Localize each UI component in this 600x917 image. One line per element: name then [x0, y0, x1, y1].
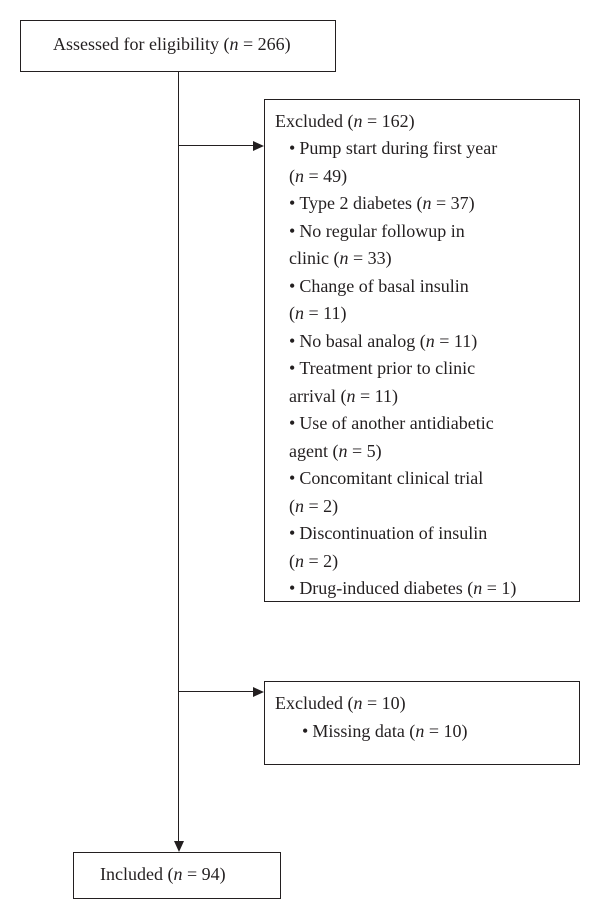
exclusion-reason-item: • No regular followup in: [289, 220, 465, 241]
exclusion-reason-item: • Treatment prior to clinic: [289, 358, 476, 378]
arrowhead-excluded-2: [253, 687, 264, 697]
bullet-icon: •: [289, 468, 296, 488]
exclusion-reason-continuation: clinic (n = 33): [289, 248, 392, 268]
branch-line-excluded-1: [178, 145, 256, 146]
exclusion-reason-continuation: (n = 11): [289, 303, 347, 323]
exclusion-reason-item: • Use of another antidiabetic: [289, 413, 494, 433]
exclusion-reasons-list: [289, 135, 579, 603]
bullet-icon: •: [289, 523, 296, 543]
assessed-box: [20, 20, 336, 72]
excluded-10-title: Excluded (n = 10): [275, 693, 406, 713]
excluded-162-title: Excluded (n = 162): [275, 111, 415, 131]
bullet-icon: •: [289, 220, 296, 241]
bullet-icon: •: [289, 330, 296, 351]
exclusion-reason-continuation: (n = 2): [289, 550, 339, 571]
exclusion-reason-item: • Change of basal insulin: [289, 275, 469, 296]
exclusion-reason-continuation: (n = 49): [289, 165, 348, 186]
arrowhead-excluded-1: [253, 141, 264, 151]
branch-line-excluded-2: [178, 691, 256, 692]
exclusion-reason-continuation: (n = 2): [289, 495, 339, 516]
exclusion-reason-item: • Drug-induced diabetes (n = 1): [289, 578, 517, 598]
bullet-icon: •: [289, 578, 296, 598]
exclusion-reason-continuation: agent (n = 5): [289, 440, 382, 461]
exclusion-reason-continuation: arrival (n = 11): [289, 385, 398, 406]
bullet-icon: •: [289, 275, 296, 296]
exclusion-reason-item: • Type 2 diabetes (n = 37): [289, 193, 475, 213]
bullet-icon: •: [289, 138, 296, 158]
bullet-icon: •: [302, 721, 309, 741]
included-box: [73, 852, 281, 899]
exclusion-reason-item: • No basal analog (n = 11): [289, 330, 478, 351]
bullet-icon: •: [289, 358, 296, 378]
main-vertical-line: [178, 72, 179, 844]
bullet-icon: •: [289, 193, 296, 213]
assessed-label: Assessed for eligibility (n = 266): [53, 34, 291, 54]
bullet-icon: •: [289, 413, 296, 433]
exclusion-reason-item: • Pump start during first year: [289, 138, 498, 158]
exclusion-reason-item: • Discontinuation of insulin: [289, 523, 488, 543]
excluded-10-box: [264, 681, 580, 765]
excluded-162-box: [264, 99, 580, 602]
arrowhead-included: [174, 841, 184, 852]
exclusion-reason-item: • Concomitant clinical trial: [289, 468, 484, 488]
missing-data-item: • Missing data (n = 10): [302, 721, 468, 741]
included-label: Included (n = 94): [100, 864, 226, 884]
